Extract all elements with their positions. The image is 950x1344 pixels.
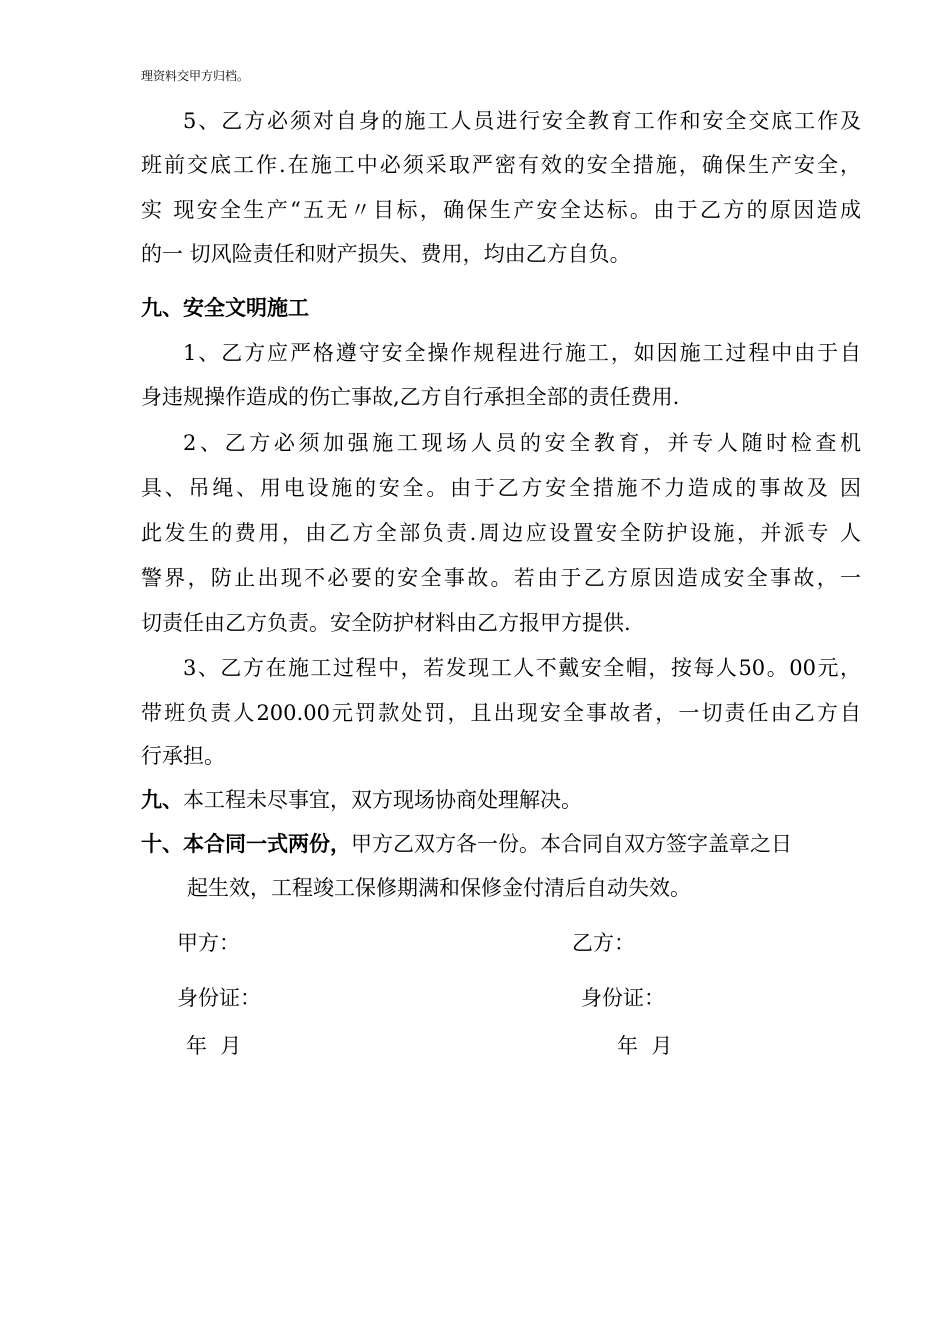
header-fragment: 理资料交甲方归档。 <box>141 69 250 83</box>
section9-item2-line-1: 2、乙方必须加强施工现场人员的安全教育，并专人随时检查机 <box>183 431 861 455</box>
section9-item1-line-2: 身违规操作造成的伤亡事故,乙方自行承担全部的责任费用. <box>141 385 680 409</box>
party-a-label: 甲方： <box>177 931 240 955</box>
party-b-label: 乙方： <box>572 931 635 955</box>
section9-item3-line-3: 行承担。 <box>141 744 225 768</box>
section9-item2-line-3: 此发生的费用，由乙方全部负责.周边应设置安全防护设施，并派专 人 <box>141 521 861 545</box>
section9-item3-line-2: 带班负责人200.00元罚款处罚，且出现安全事故者，一切责任由乙方自 <box>141 701 861 725</box>
clause5-line-3: 实 现安全生产“五无〃目标，确保生产安全达标。由于乙方的原因造成 <box>141 198 861 222</box>
section9-heading: 九、安全文明施工 <box>141 295 309 320</box>
section9-item3-line-1: 3、乙方在施工过程中，若发现工人不戴安全帽，按每人50。00元， <box>183 656 861 680</box>
clause-9b <box>141 785 582 815</box>
clause-10-bold: 十、本合同一式两份， <box>141 831 351 856</box>
section9-item2-line-4: 警界，防止出现不必要的安全事故。若由于乙方原因造成安全事故，一 <box>141 566 861 590</box>
party-a-id-label: 身份证： <box>177 986 261 1010</box>
clause-9b-number: 九、 <box>141 787 183 812</box>
section9-item2-line-5: 切责任由乙方负责。安全防护材料由乙方报甲方提供. <box>141 611 631 635</box>
clause-10-line-2: 起生效，工程竣工保修期满和保修金付清后自动失效。 <box>187 876 691 900</box>
clause-10-line-1 <box>141 829 792 859</box>
clause5-line-1: 5、乙方必须对自身的施工人员进行安全教育工作和安全交底工作及 <box>183 109 861 133</box>
clause-9b-text: 本工程未尽事宜，双方现场协商处理解决。 <box>183 788 582 812</box>
clause-10-text: 甲方乙双方各一份。本合同自双方签字盖章之日 <box>351 832 792 856</box>
section9-item2-line-2: 具、吊绳、用电设施的安全。由于乙方安全措施不力造成的事故及 因 <box>141 476 861 500</box>
clause5-line-4: 的一 切风险责任和财产损失、费用，均由乙方自负。 <box>141 242 631 266</box>
section9-item1-line-1: 1、乙方应严格遵守安全操作规程进行施工，如因施工过程中由于自 <box>183 341 861 365</box>
clause5-line-2: 班前交底工作.在施工中必须采取严密有效的安全措施，确保生产安全， <box>141 153 861 177</box>
party-b-date: 年 月 <box>617 1034 673 1058</box>
party-a-date: 年 月 <box>186 1034 242 1058</box>
party-b-id-label: 身份证： <box>581 986 665 1010</box>
